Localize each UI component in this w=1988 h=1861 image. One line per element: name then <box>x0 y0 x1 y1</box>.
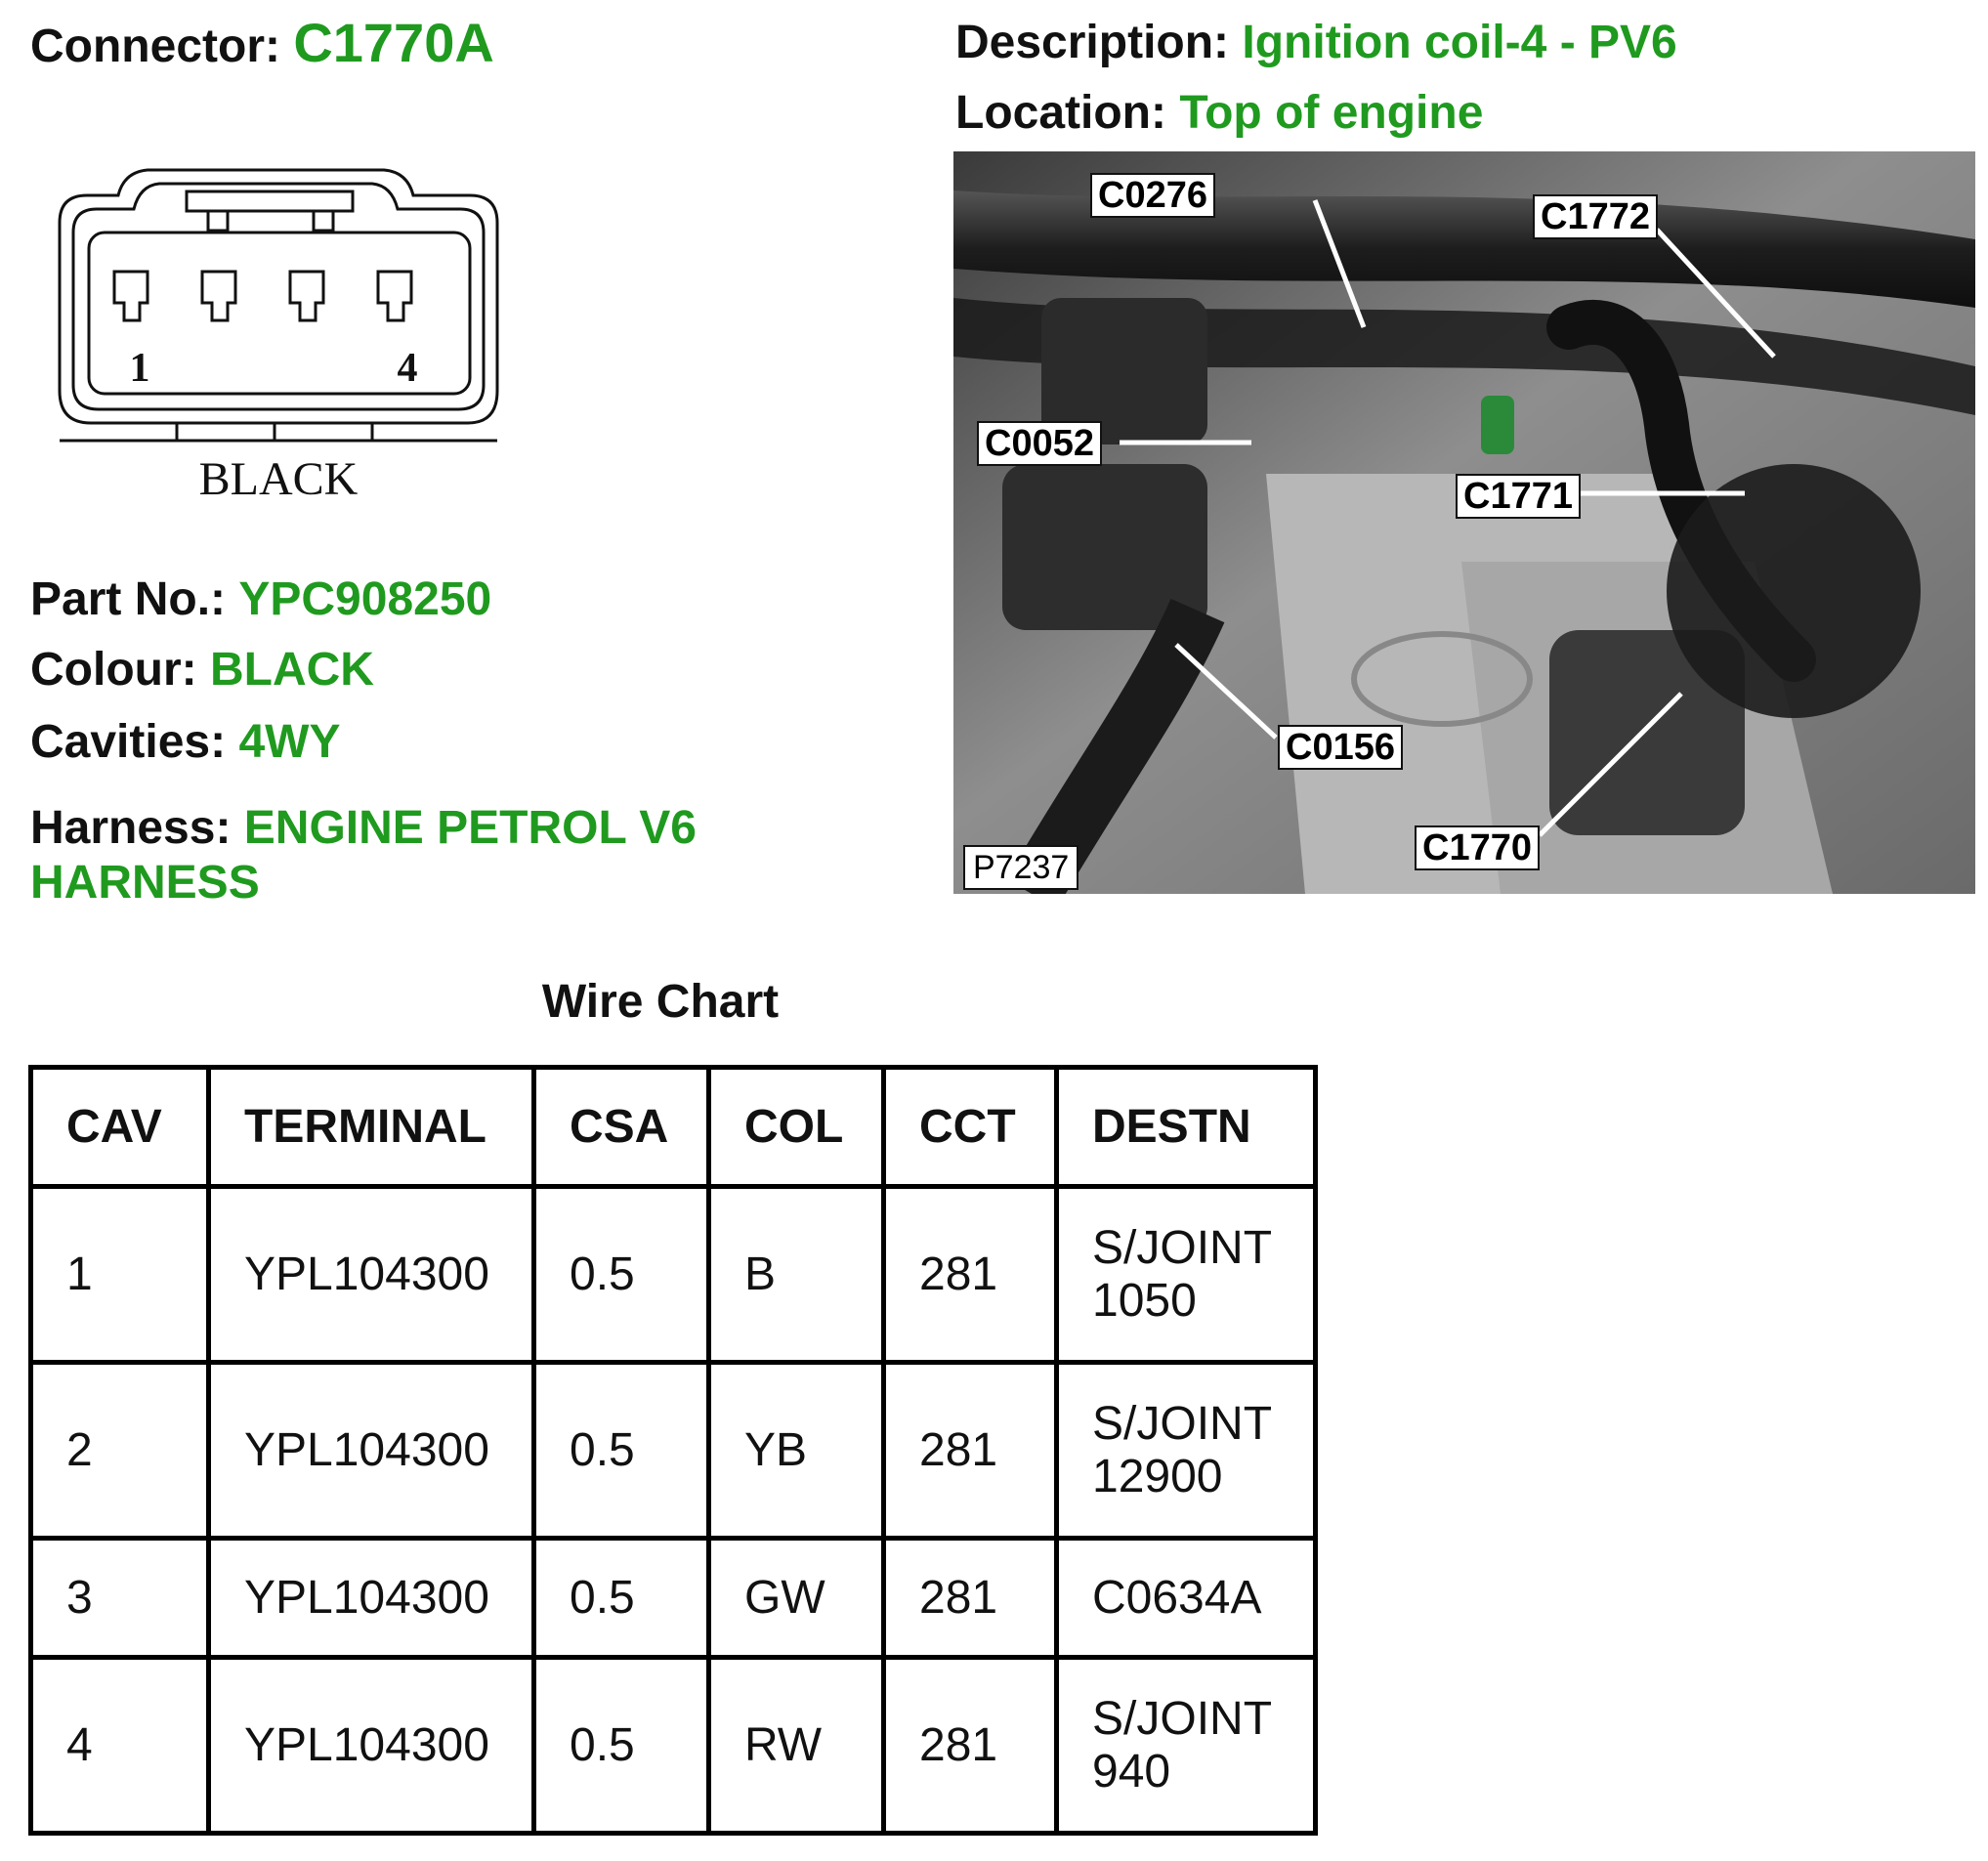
csa-cell: 0.5 <box>534 1539 709 1658</box>
engine-bay-illustration <box>953 151 1975 894</box>
column-header-csa: CSA <box>534 1068 709 1187</box>
connector-id: C1770A <box>293 12 494 73</box>
terminal-cell: YPL104300 <box>209 1187 534 1363</box>
terminal-cell: YPL104300 <box>209 1539 534 1658</box>
colour-field <box>30 643 374 698</box>
column-header-cav: CAV <box>31 1068 209 1187</box>
circuit-cell: 281 <box>884 1658 1057 1834</box>
part-number-value: YPC908250 <box>238 573 492 625</box>
connector-colour-caption: BLACK <box>198 453 359 505</box>
column-header-terminal: TERMINAL <box>209 1068 534 1187</box>
terminal-cell: YPL104300 <box>209 1363 534 1539</box>
wire-chart-title: Wire Chart <box>541 976 780 1028</box>
table-header-row <box>31 1068 1316 1187</box>
cav-cell: 1 <box>31 1187 209 1363</box>
photo-reference-id: P7237 <box>963 845 1079 890</box>
callout-c1770: C1770 <box>1415 825 1540 870</box>
destination-cell: C0634A <box>1057 1539 1316 1658</box>
table-row <box>31 1658 1316 1834</box>
cav-cell: 3 <box>31 1539 209 1658</box>
destination-cell: S/JOINT 12900 <box>1057 1363 1316 1539</box>
cavities-label: Cavities: <box>30 716 227 768</box>
cav-cell: 4 <box>31 1658 209 1834</box>
cavities-field <box>30 715 340 770</box>
terminal-cell: YPL104300 <box>209 1658 534 1834</box>
harness-field <box>30 801 773 910</box>
callout-c1772: C1772 <box>1533 194 1658 239</box>
location-field <box>955 86 1483 141</box>
column-header-destn: DESTN <box>1057 1068 1316 1187</box>
destination-cell: S/JOINT 1050 <box>1057 1187 1316 1363</box>
colour-code-cell: YB <box>709 1363 884 1539</box>
table-row <box>31 1539 1316 1658</box>
connector-label: Connector: <box>30 21 280 72</box>
description-label: Description: <box>955 17 1230 68</box>
colour-code-cell: RW <box>709 1658 884 1834</box>
part-number-label: Part No.: <box>30 573 227 625</box>
connector-heading <box>30 12 494 74</box>
cavities-value: 4WY <box>238 716 341 768</box>
callout-c0156: C0156 <box>1278 725 1403 770</box>
description-field <box>955 16 1677 70</box>
colour-code-cell: B <box>709 1187 884 1363</box>
description-value: Ignition coil-4 - PV6 <box>1242 17 1677 68</box>
table-row <box>31 1187 1316 1363</box>
location-value: Top of engine <box>1179 87 1484 139</box>
csa-cell: 0.5 <box>534 1363 709 1539</box>
location-label: Location: <box>955 87 1166 139</box>
circuit-cell: 281 <box>884 1187 1057 1363</box>
circuit-cell: 281 <box>884 1539 1057 1658</box>
colour-value: BLACK <box>209 644 374 696</box>
column-header-col: COL <box>709 1068 884 1187</box>
engine-bay-photo <box>953 151 1975 894</box>
harness-label: Harness: <box>30 802 232 854</box>
pin-4-label: 4 <box>397 346 418 391</box>
table-row <box>31 1363 1316 1539</box>
csa-cell: 0.5 <box>534 1658 709 1834</box>
part-number-field <box>30 572 491 627</box>
callout-c0276: C0276 <box>1090 173 1215 218</box>
colour-label: Colour: <box>30 644 197 696</box>
callout-c1771: C1771 <box>1456 474 1581 519</box>
pin-1-label: 1 <box>129 346 150 391</box>
connector-face-diagram <box>30 164 529 516</box>
harness-value: ENGINE PETROL V6 HARNESS <box>30 802 697 909</box>
colour-code-cell: GW <box>709 1539 884 1658</box>
column-header-cct: CCT <box>884 1068 1057 1187</box>
wire-chart-table <box>28 1065 1318 1836</box>
circuit-cell: 281 <box>884 1363 1057 1539</box>
destination-cell: S/JOINT 940 <box>1057 1658 1316 1834</box>
cav-cell: 2 <box>31 1363 209 1539</box>
callout-c0052: C0052 <box>977 421 1102 466</box>
csa-cell: 0.5 <box>534 1187 709 1363</box>
